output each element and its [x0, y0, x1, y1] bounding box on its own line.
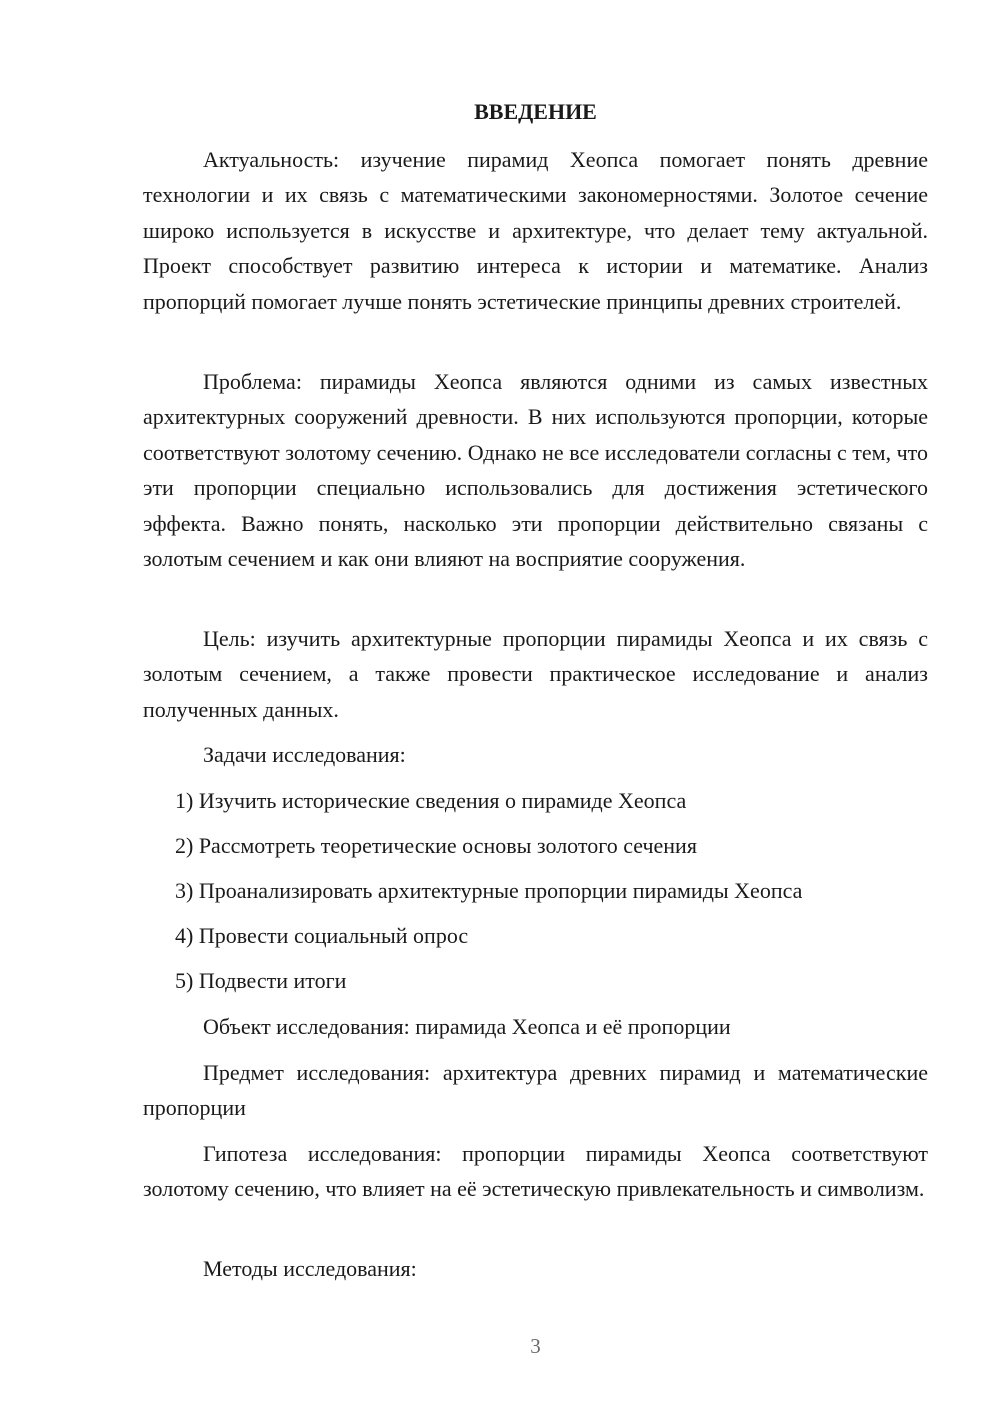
document-page [143, 0, 928, 1414]
problem-paragraph: Проблема: пирамиды Хеопса являются одними из самых известных архитектурных сооружений древности. В них используются пропорции, которые соответствуют золотому сечению. Однако не все исследователи согласны с тем, что эти пропорции специально использовались для достижения эстетического эффекта. Важно понять, насколько эти пропорции действительно связаны с золотым сечением и как они влияют на восприятие сооружения. [143, 369, 928, 572]
task-item-3: 3) Проанализировать архитектурные пропорции пирамиды Хеопса [175, 878, 803, 903]
subject-paragraph: Предмет исследования: архитектура древних пирамид и математические пропорции [143, 1060, 928, 1121]
task-item-1: 1) Изучить исторические сведения о пирамиде Хеопса [175, 788, 687, 813]
tasks-heading: Задачи исследования: [203, 742, 406, 767]
relevance-paragraph: Актуальность: изучение пирамид Хеопса помогает понять древние технологии и их связь с математическими закономерностями. Золотое сечение широко используется в искусстве и архитектуре, что делает тему актуальной. Проект способствует развитию интереса к истории и математике. Анализ пропорций помогает лучше понять эстетические принципы древних строителей. [143, 147, 928, 314]
task-item-5: 5) Подвести итоги [175, 968, 347, 993]
task-item-2: 2) Рассмотреть теоретические основы золотого сечения [175, 833, 697, 858]
methods-heading: Методы исследования: [203, 1256, 417, 1281]
goal-paragraph: Цель: изучить архитектурные пропорции пирамиды Хеопса и их связь с золотым сечением, а также провести практическое исследование и анализ полученных данных. [143, 626, 928, 722]
task-item-4: 4) Провести социальный опрос [175, 923, 469, 948]
object-paragraph: Объект исследования: пирамида Хеопса и её пропорции [203, 1014, 731, 1039]
page-title: ВВЕДЕНИЕ [474, 99, 597, 124]
page-number: 3 [530, 1334, 541, 1358]
hypothesis-paragraph: Гипотеза исследования: пропорции пирамиды Хеопса соответствуют золотому сечению, что влияет на её эстетическую привлекательность и символизм. [143, 1141, 928, 1202]
